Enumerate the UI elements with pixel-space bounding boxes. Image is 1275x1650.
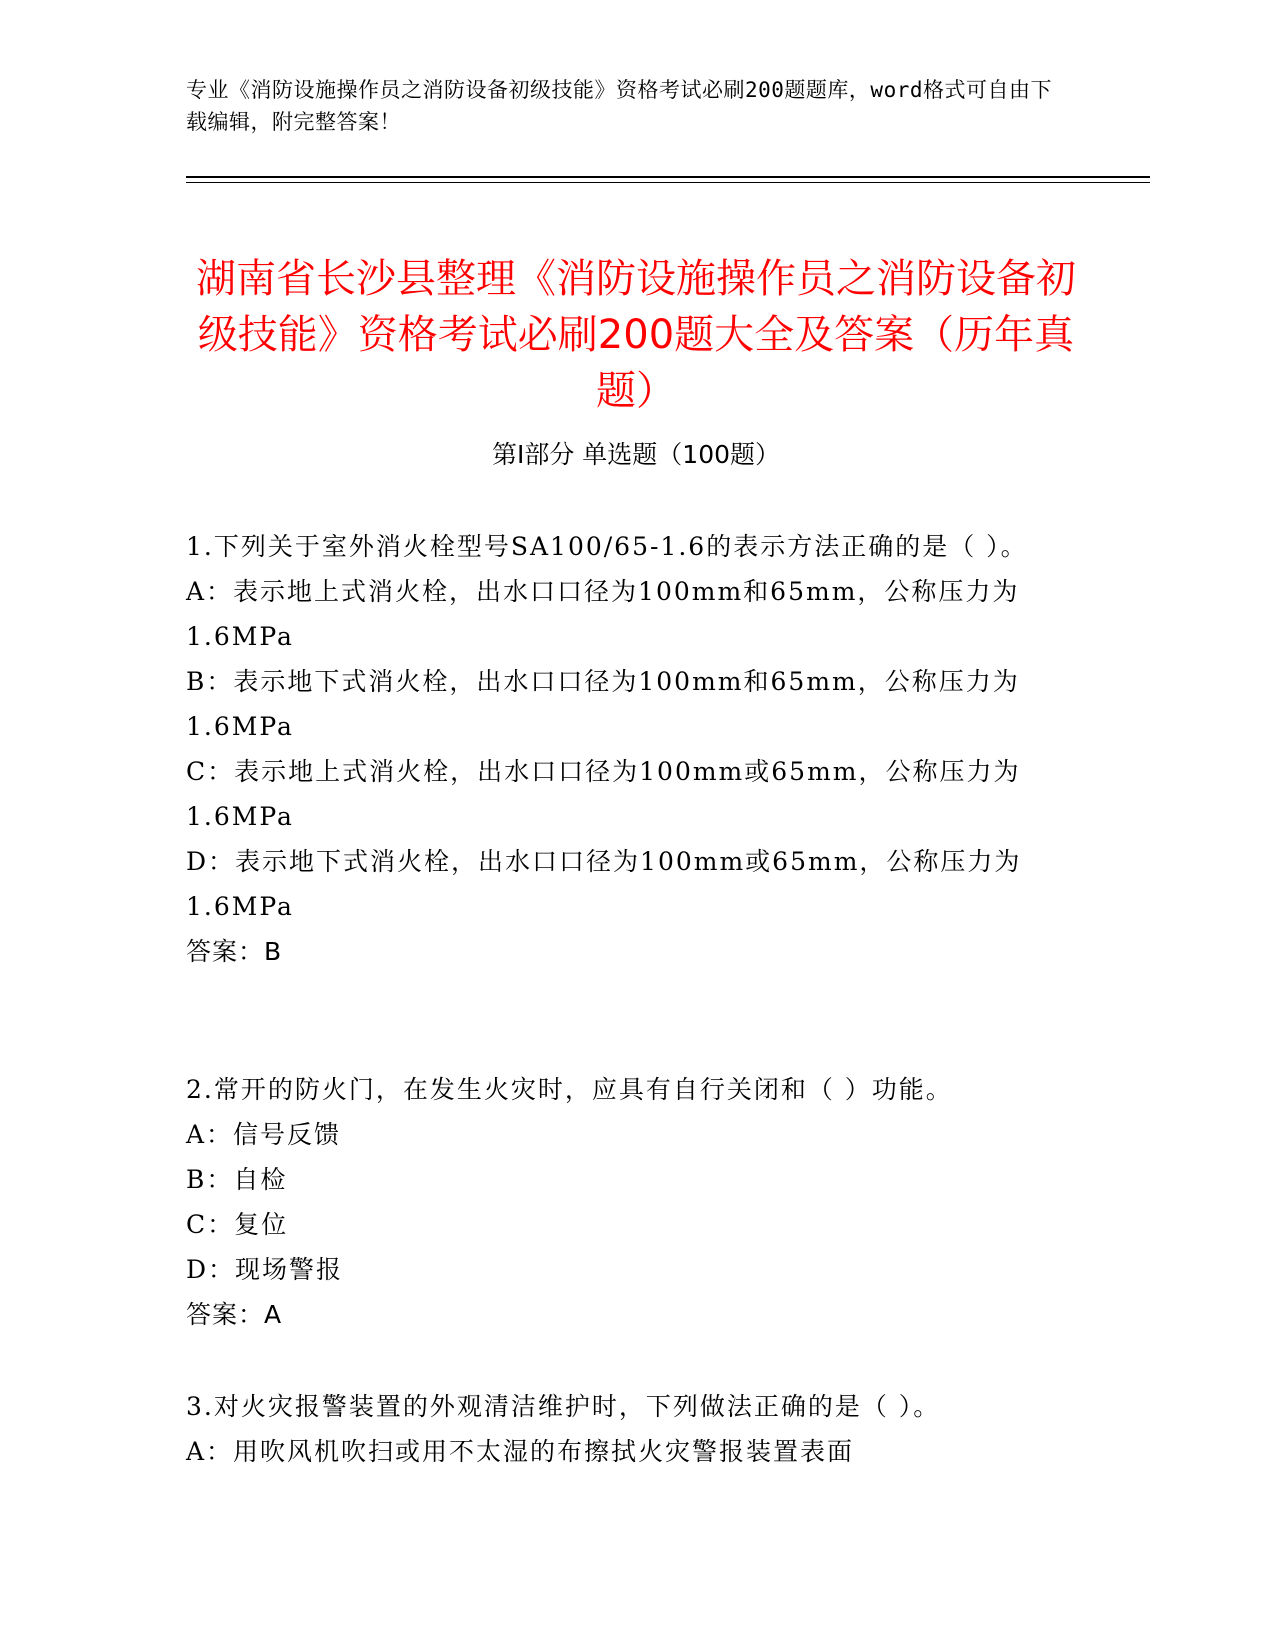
header-divider-thin (186, 182, 1150, 183)
question-stem: 2.常开的防火门，在发生火灾时，应具有自行关闭和（ ）功能。 (186, 1075, 953, 1104)
question-2 (186, 1067, 1066, 1337)
option-a: A：信号反馈 (186, 1120, 342, 1149)
question-1 (186, 524, 1066, 974)
answer: 答案：B (186, 937, 283, 966)
document-title: 湖南省长沙县整理《消防设施操作员之消防设备初级技能》资格考试必刷200题大全及答案（历年真题） (196, 255, 1076, 414)
question-stem: 1.下列关于室外消火栓型号SA100/65-1.6的表示方法正确的是（ ）。 (186, 532, 1028, 561)
question-stem: 3.对火灾报警装置的外观清洁维护时，下列做法正确的是（ ）。 (186, 1392, 941, 1421)
option-c: C：表示地上式消火栓，出水口口径为100mm或65mm，公称压力为1.6MPa (186, 757, 1021, 831)
header-divider-thick (186, 176, 1150, 178)
header-note: 专业《消防设施操作员之消防设备初级技能》资格考试必刷200题题库，word格式可自由下载编辑，附完整答案！ (186, 78, 1052, 134)
option-a: A：用吹风机吹扫或用不太湿的布擦拭火灾警报装置表面 (186, 1437, 855, 1466)
question-3 (186, 1384, 1066, 1474)
option-a: A：表示地上式消火栓，出水口口径为100mm和65mm，公称压力为1.6MPa (186, 577, 1020, 651)
option-d: D：表示地下式消火栓，出水口口径为100mm或65mm，公称压力为1.6MPa (186, 847, 1022, 921)
option-b: B：表示地下式消火栓，出水口口径为100mm和65mm，公称压力为1.6MPa (186, 667, 1020, 741)
section-title: 第Ⅰ部分 单选题（100题） (491, 440, 781, 469)
option-b: B：自检 (186, 1165, 288, 1194)
option-c: C：复位 (186, 1210, 289, 1239)
option-d: D：现场警报 (186, 1255, 344, 1284)
answer: 答案：A (186, 1300, 283, 1329)
